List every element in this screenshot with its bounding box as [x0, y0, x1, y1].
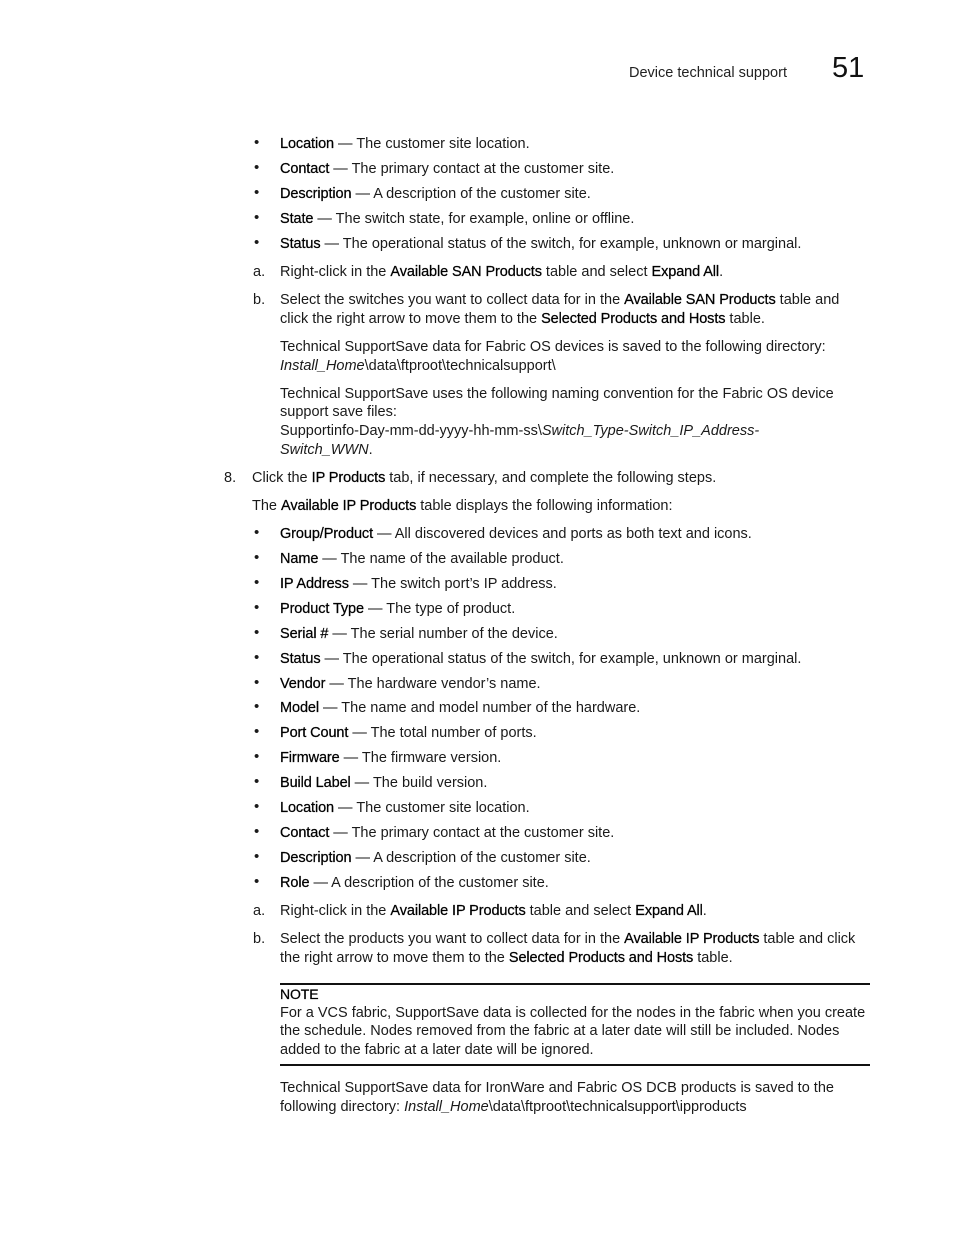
- bullet-icon: •: [254, 549, 260, 566]
- bullet-icon: •: [254, 649, 260, 666]
- note-line: added to the fabric at a later date will be ignored.: [280, 1042, 594, 1058]
- note-line: the schedule. Nodes removed from the fabric at a later date will still be included. Nodes: [280, 1023, 840, 1039]
- bullet-icon: •: [254, 698, 260, 715]
- bullet-icon: •: [254, 209, 260, 226]
- bullet-icon: •: [254, 574, 260, 591]
- bullet-icon: •: [254, 823, 260, 840]
- note-line: For a VCS fabric, SupportSave data is collected for the nodes in the fabric when you create: [280, 1005, 866, 1021]
- section-title: Device technical support: [629, 65, 787, 81]
- bullet-icon: •: [254, 134, 260, 151]
- bullet-icon: •: [254, 234, 260, 251]
- bullet-icon: •: [254, 798, 260, 815]
- bullet-icon: •: [254, 599, 260, 616]
- bullet-icon: •: [254, 748, 260, 765]
- bullet-icon: •: [254, 624, 260, 641]
- ip-intro-paragraph: The Available IP Products table displays the following information:: [252, 498, 673, 514]
- note-heading: NOTE: [280, 986, 319, 1002]
- bullet-icon: •: [254, 184, 260, 201]
- chapter-number: 51: [832, 52, 865, 84]
- bullet-icon: •: [254, 873, 260, 890]
- bullet-icon: •: [254, 848, 260, 865]
- note-top-rule: [280, 983, 870, 985]
- bullet-icon: •: [254, 773, 260, 790]
- bullet-icon: •: [254, 159, 260, 176]
- bullet-icon: •: [254, 723, 260, 740]
- note-bottom-rule: [280, 1064, 870, 1066]
- bullet-icon: •: [254, 524, 260, 541]
- bullet-icon: •: [254, 674, 260, 691]
